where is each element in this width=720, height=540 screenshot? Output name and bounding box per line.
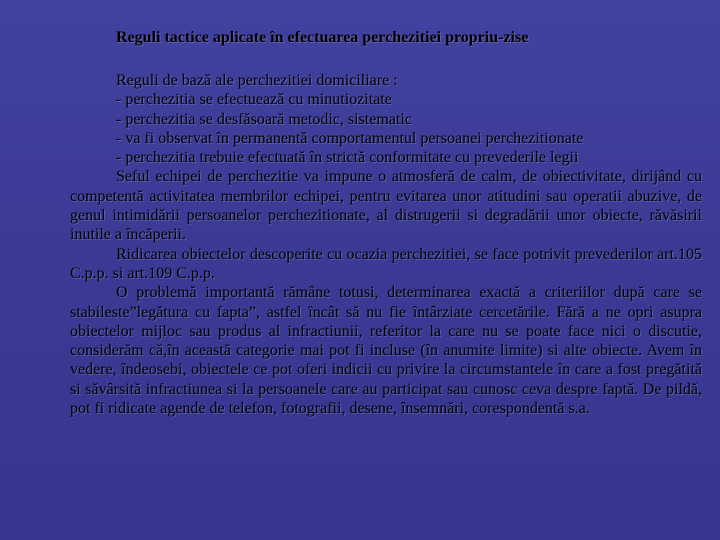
paragraph-criteria: O problemă importantă rămâne totusi, determinarea exactă a criteriilor după care se stabileste”legătura cu fapta”, astfel încât să nu fie întârziate cercetările. Fără a ne opri asupra obiectelor mijloc sau produs al infractiunii, referitor la care nu se poate face nici o discutie, considerăm că,în această categorie mai pot fi incluse (în anumite limite) si alte obiecte. Avem în vedere, îndeosebi, obiectele ce pot oferi indicii cu privire la circumstantele în care a fost pregătită si săvârsită infractiunea si la persoanele care au participat sau cunosc ceva despre faptă. De pildă, pot fi ridicate agende de telefon, fotografii, desene, însemnări, corespondentă s.a.	[70, 284, 702, 418]
slide-body	[70, 71, 702, 418]
rule-item: - va fi observat în permanentă comportamentul persoanei perchezitionate	[116, 129, 584, 147]
slide-title: Reguli tactice aplicate în efectuarea perchezitiei propriu-zise	[116, 29, 529, 46]
paragraph-team-leader: Seful echipei de perchezitie va impune o atmosferă de calm, de obiectivitate, dirijând cu competentă activitatea membrilor echipei, pentru evitarea unor atitudini sau operatii abuzive, de genul intimidării persoanelor perchezitionate, al distrugerii si degradării unor obiecte, răvăsirii inutile a încăperii.	[70, 168, 702, 244]
rule-item: - perchezitia trebuie efectuată în strictă conformitate cu prevederile legii	[116, 149, 579, 167]
rule-item: - perchezitia se efectuează cu minutiozitate	[116, 91, 392, 109]
paragraph-seizure: Ridicarea obiectelor descoperite cu ocazia perchezitiei, se face potrivit prevederilor art.105 C.p.p. si art.109 C.p.p.	[70, 245, 702, 282]
rules-intro: Reguli de bază ale perchezitiei domiciliare :	[116, 72, 398, 89]
rule-item: - perchezitia se desfăsoară metodic, sistematic	[116, 110, 412, 128]
